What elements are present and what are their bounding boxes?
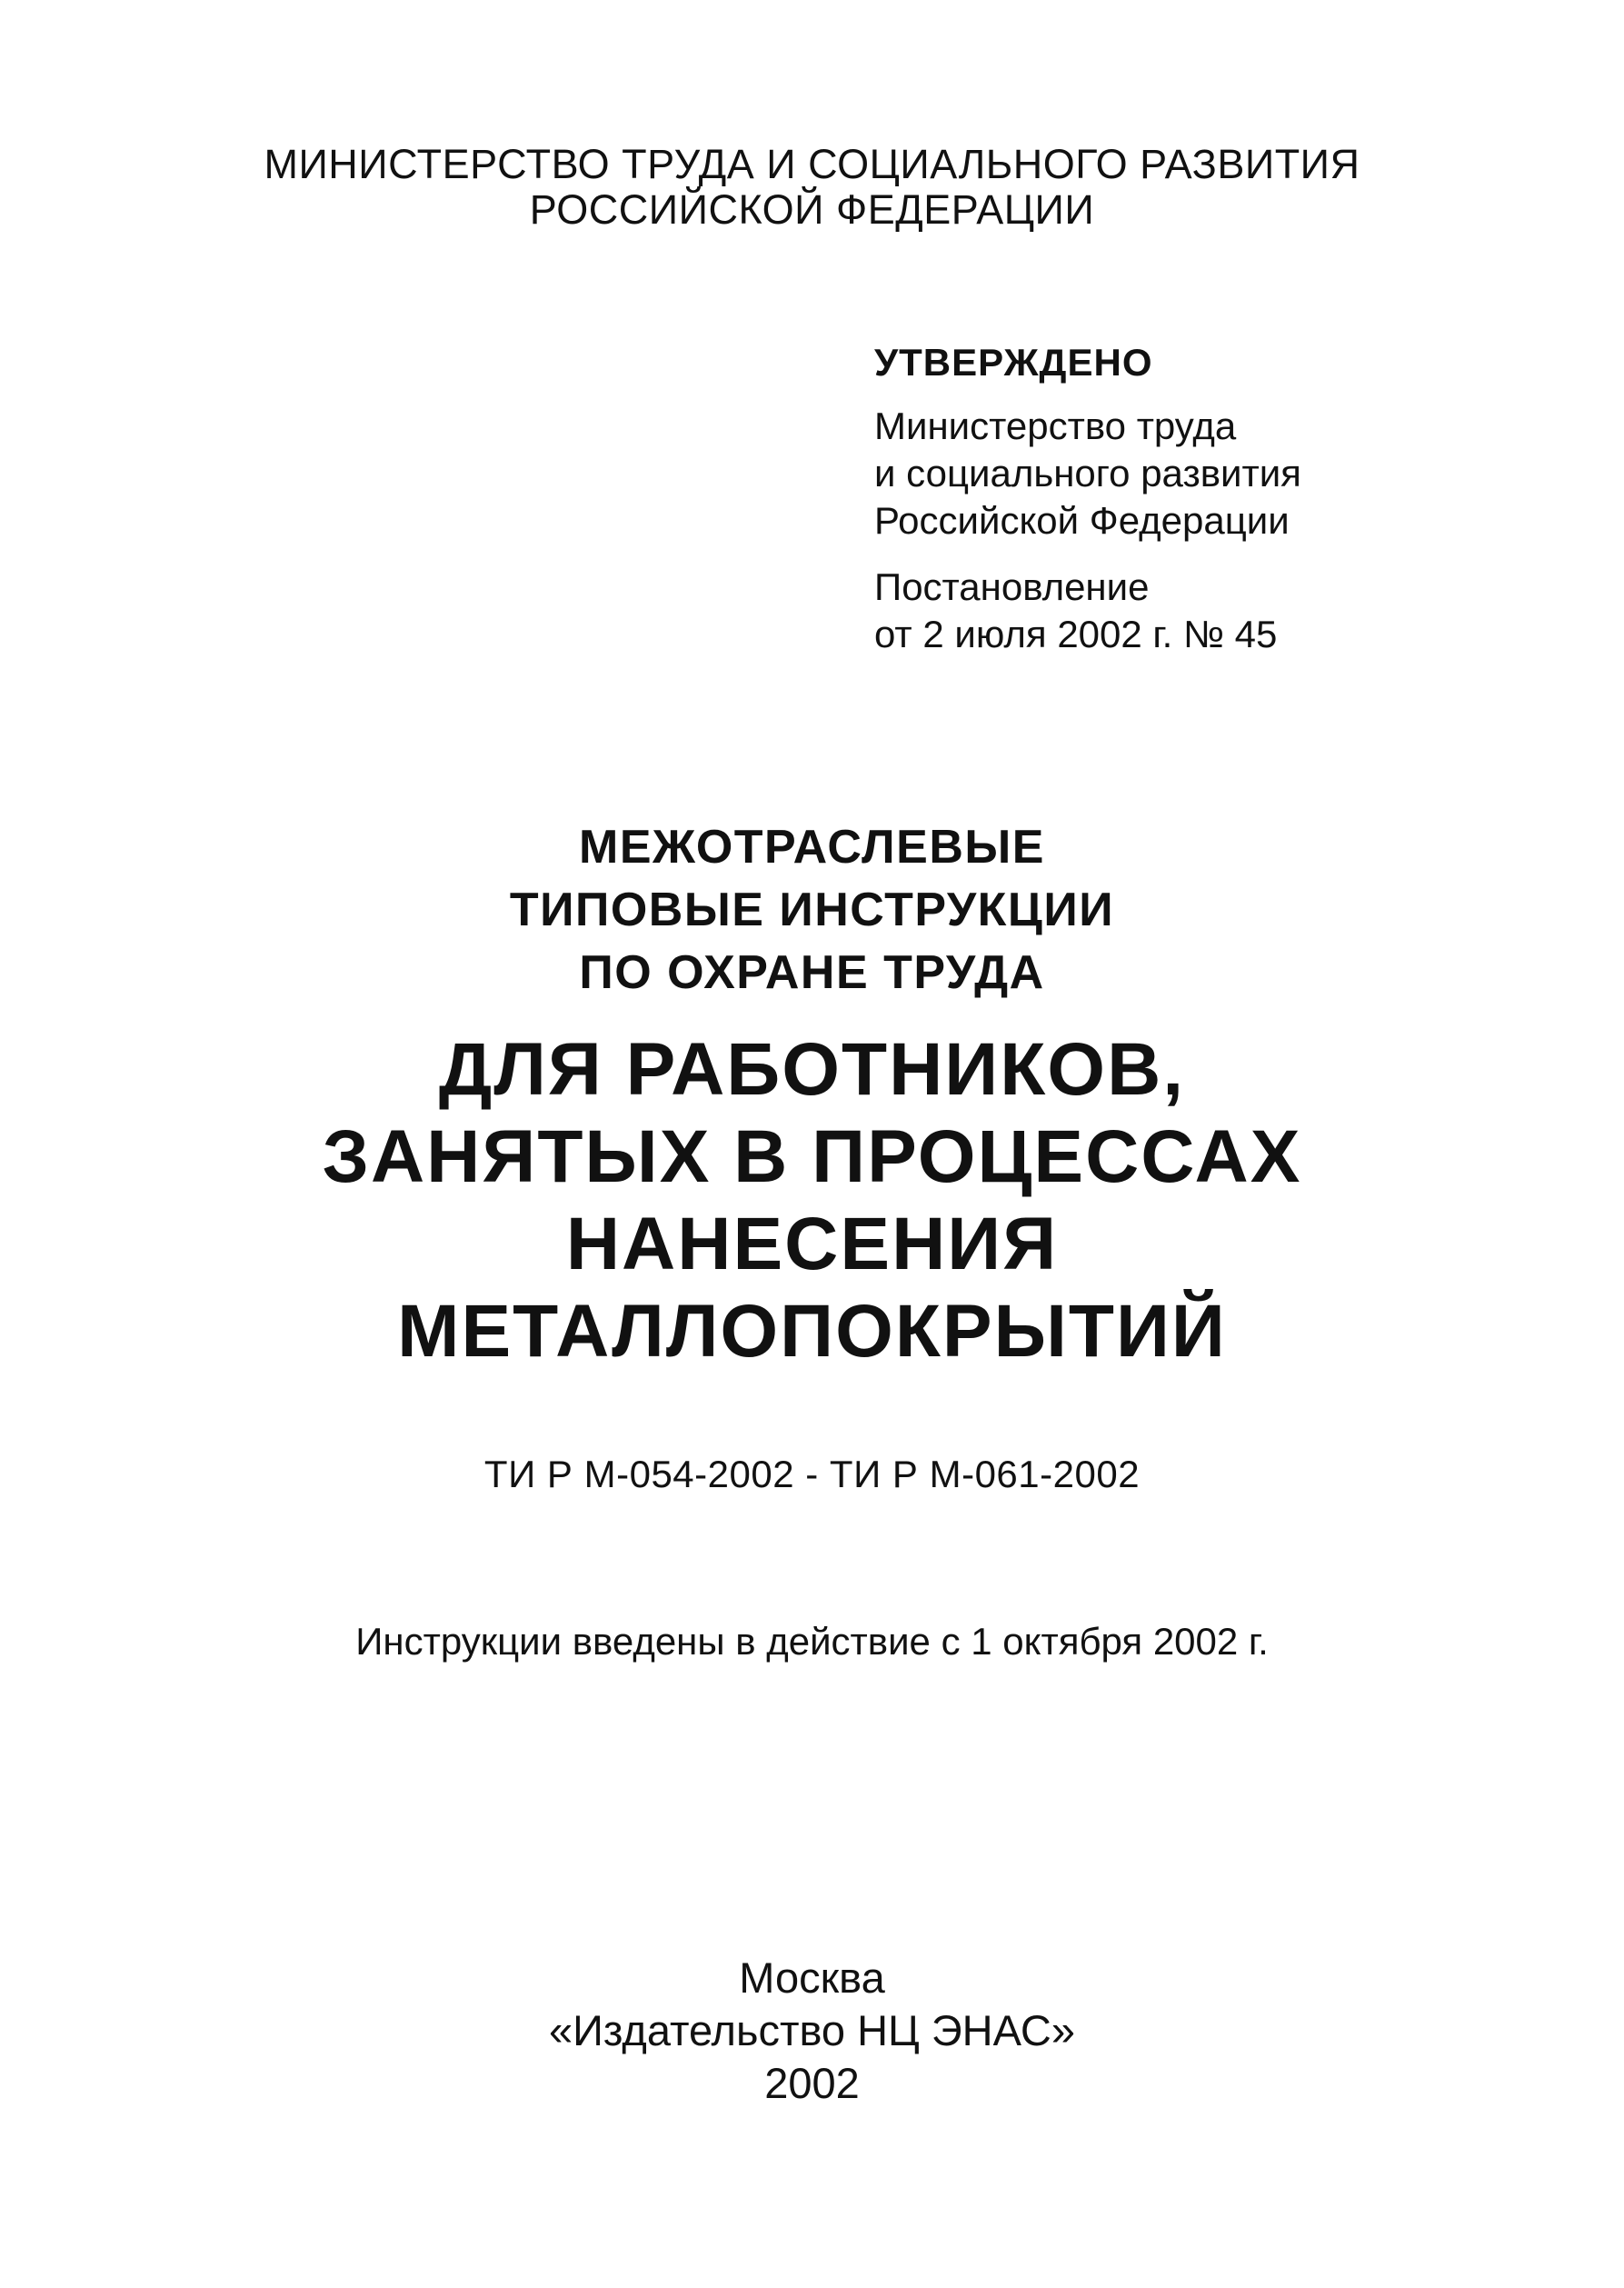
effective-date: Инструкции введены в действие с 1 октября 2002 г. — [355, 1620, 1269, 1663]
approval-authority-line-3: Российской Федерации — [874, 499, 1290, 542]
approval-heading: УТВЕРЖДЕНО — [874, 341, 1153, 384]
subtitle-line-2: ТИПОВЫЕ ИНСТРУКЦИИ — [509, 884, 1115, 936]
decree-line-2: от 2 июля 2002 г. № 45 — [874, 613, 1278, 655]
main-title-line-2: ЗАНЯТЫХ В ПРОЦЕССАХ — [322, 1115, 1302, 1198]
main-title-line-3: НАНЕСЕНИЯ — [565, 1203, 1059, 1285]
ministry-name-line-2: РОССИЙСКОЙ ФЕДЕРАЦИИ — [529, 186, 1095, 233]
imprint-publisher: «Издательство НЦ ЭНАС» — [548, 2006, 1075, 2054]
main-title-line-1: ДЛЯ РАБОТНИКОВ, — [438, 1028, 1186, 1111]
decree-line-1: Постановление — [874, 565, 1150, 608]
ministry-name-line-1: МИНИСТЕРСТВО ТРУДА И СОЦИАЛЬНОГО РАЗВИТИЯ — [264, 141, 1360, 187]
main-title-line-4: МЕТАЛЛОПОКРЫТИЙ — [397, 1290, 1227, 1373]
approval-authority-line-1: Министерство труда — [874, 405, 1237, 447]
imprint-city: Москва — [739, 1953, 885, 2002]
document-designation: ТИ Р М-054-2002 - ТИ Р М-061-2002 — [483, 1453, 1141, 1495]
approval-authority-line-2: и социального развития — [874, 452, 1301, 495]
subtitle-line-3: ПО ОХРАНЕ ТРУДА — [579, 946, 1045, 999]
imprint-year: 2002 — [764, 2059, 860, 2107]
subtitle-line-1: МЕЖОТРАСЛЕВЫЕ — [579, 821, 1045, 874]
